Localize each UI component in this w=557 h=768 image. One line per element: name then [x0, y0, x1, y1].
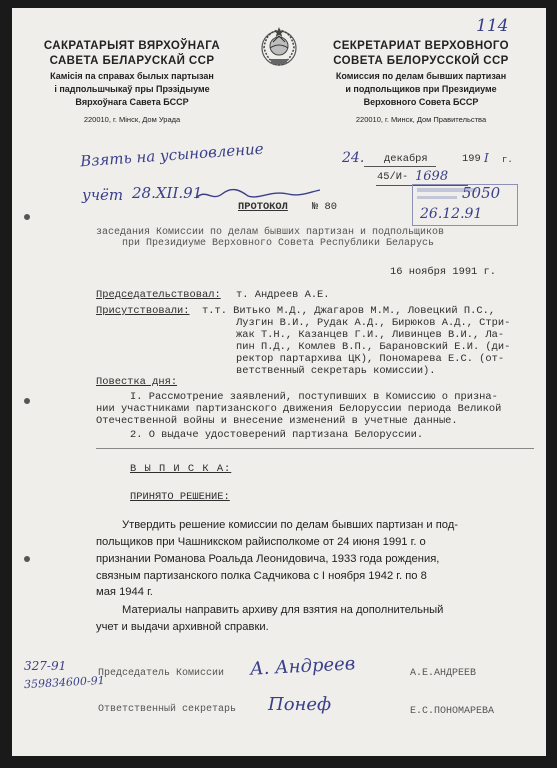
- chair-name: А.Е.АНДРЕЕВ: [410, 668, 477, 679]
- header-right-line3: Комиссия по делам бывших партизан: [335, 71, 507, 81]
- header-right: [316, 40, 526, 124]
- agenda-item1-line: Отечественной войны и внесение изменений в учетные данные.: [96, 415, 458, 427]
- header-left-line2: САВЕТА БЕЛАРУСКАЙ ССР: [49, 55, 215, 67]
- decision-line: Утвердить решение комиссии по делам бывших партизан и под-: [122, 519, 458, 531]
- document-page: [12, 8, 546, 756]
- binder-hole: [24, 214, 30, 220]
- binder-hole: [24, 556, 30, 562]
- header-left-line4: і падпольшчыкаў пры Прэзідыуме: [54, 84, 210, 94]
- chair-signature-label: Председатель Комиссии: [98, 668, 225, 679]
- present-line: ректор партархива ЦК), Пономарева Е.С. (от-: [236, 353, 505, 365]
- header-left-address: 220010, г. Мінск, Дом Урада: [83, 115, 181, 124]
- present-line: ветственный секретарь комиссии).: [236, 365, 436, 377]
- header-left-line1: САКРАТАРЫЯТ ВЯРХОЎНАГА: [43, 40, 221, 52]
- header-right-line2: СОВЕТА БЕЛОРУССКОЙ ССР: [333, 55, 509, 67]
- materials-line: Материалы направить архиву для взятия на дополнительный: [122, 604, 444, 616]
- decision-line: связным партизанского полка Садчикова с I ноября 1942 г. по 8: [96, 570, 427, 582]
- agenda-item1-line: I. Рассмотрение заявлений, поступивших в Комиссию о призна-: [130, 391, 498, 403]
- chair-signature: А. Андреев: [249, 653, 356, 680]
- extract-heading: В Ы П И С К А:: [130, 463, 232, 475]
- header-left-line5: Вярхоўнага Савета БССР: [75, 97, 189, 107]
- present-line: жак Т.Н., Казанцев Г.И., Ливинцев В.И., Ла-: [236, 329, 505, 341]
- header-right-line5: Верховного Совета БССР: [363, 97, 479, 107]
- secretary-signature: Понеф: [268, 694, 332, 715]
- separator: [96, 448, 534, 449]
- materials-line: учет и выдачи архивной справки.: [96, 621, 269, 633]
- header-left-line3: Камісія па справах былых партызан: [50, 71, 214, 81]
- chair-value: т. Андреев А.Е.: [236, 289, 330, 301]
- present-line: пин П.Д., Комлев В.П., Барановский Е.И. (ди-: [236, 341, 511, 353]
- date-day: 24.: [342, 150, 365, 166]
- margin-note-2: 359834600-91: [23, 673, 105, 692]
- protocol-date: 16 ноября 1991 г.: [390, 266, 497, 278]
- agenda-item2: 2. О выдаче удостоверений партизана Белоруссии.: [130, 429, 424, 441]
- date-month: декабря: [384, 153, 428, 165]
- date-year-prefix: 199: [462, 153, 481, 165]
- header-right-line4: и подпольщиков при Президиуме: [345, 84, 497, 94]
- decision-line: польщиков при Чашникском райисполкоме от 24 июня 1991 г. о: [96, 536, 426, 548]
- protocol-subtitle-1: заседания Комиссии по делам бывших партизан и подпольщиков: [96, 227, 445, 238]
- secretary-signature-label: Ответственный секретарь: [98, 704, 237, 715]
- stamp-date: 26.12.91: [420, 206, 483, 222]
- handwritten-note-line2: учёт: [82, 186, 124, 204]
- date-year-suffix: I: [484, 151, 489, 165]
- header-right-line1: СЕКРЕТАРИАТ ВЕРХОВНОГО: [332, 40, 510, 52]
- state-emblem: [256, 24, 302, 70]
- handwritten-note-line1: Взять на усыновление: [79, 139, 265, 171]
- stamp-number: 5050: [462, 184, 501, 202]
- header-left: [22, 40, 242, 124]
- margin-note-1: 327-91: [24, 659, 67, 673]
- archive-number: 114: [476, 16, 509, 36]
- decision-heading: ПРИНЯТО РЕШЕНИЕ:: [130, 491, 230, 503]
- agenda-label: Повестка дня:: [96, 376, 178, 388]
- binder-hole: [24, 398, 30, 404]
- protocol-title: ПРОТОКОЛ: [238, 201, 288, 213]
- outgoing-number-hand: 1698: [415, 169, 449, 184]
- present-line: Лузгин В.И., Рудак А.Д., Бирюков А.Д., Стри-: [236, 317, 511, 329]
- chair-label: Председательствовал:: [96, 289, 221, 301]
- outgoing-number-prefix: 45/И-: [377, 171, 409, 183]
- handwritten-note-date: 28.XII.91: [132, 184, 203, 202]
- decision-line: мая 1944 г.: [96, 586, 153, 598]
- present-line: т.т. Витько М.Д., Джагаров М.М., Ловецкий П.С.,: [202, 305, 496, 317]
- protocol-number: № 80: [312, 201, 337, 213]
- date-day-underline: [364, 166, 436, 167]
- protocol-subtitle-2: при Президиуме Верховного Совета Республики Беларусь: [122, 238, 435, 249]
- header-right-address: 220010, г. Минск, Дом Правительства: [355, 115, 487, 124]
- decision-line: признании Романова Роальда Леонидовича, 1933 года рождения,: [96, 553, 440, 565]
- present-label: Присутствовали:: [96, 305, 190, 317]
- agenda-item1-line: нии участниками партизанского движения Белоруссии периода Великой: [96, 403, 502, 415]
- date-g: г.: [502, 155, 513, 165]
- secretary-name: Е.С.ПОНОМАРЕВА: [410, 706, 495, 717]
